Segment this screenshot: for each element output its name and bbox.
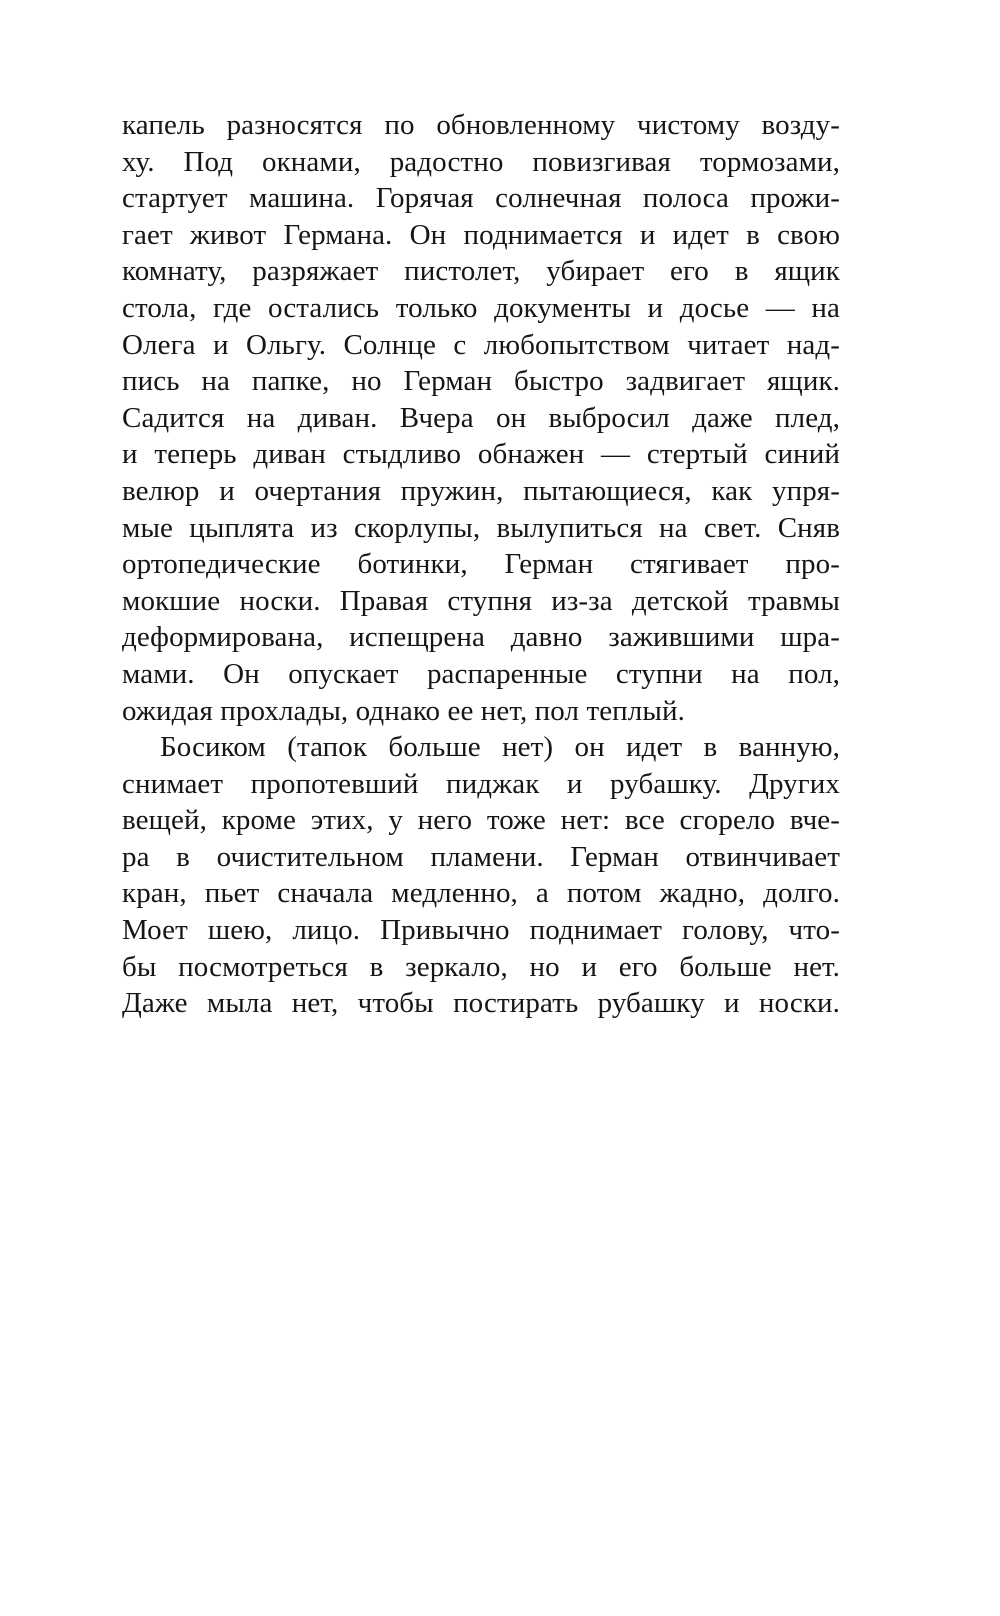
text-line: и теперь диван стыдливо обнажен — стертый синий [122, 438, 840, 471]
body-text [122, 107, 840, 1022]
text-line: Босиком (тапок больше нет) он идет в ванную, [160, 731, 840, 764]
text-line: бы посмотреться в зеркало, но и его больше нет. [122, 950, 840, 983]
text-line: Садится на диван. Вчера он выбросил даже плед, [122, 401, 840, 434]
text-line: Даже мыла нет, чтобы постирать рубашку и носки. [122, 987, 840, 1020]
text-line: велюр и очертания пружин, пытающиеся, как упря- [122, 474, 840, 507]
text-line: стартует машина. Горячая солнечная полоса прожи- [122, 182, 840, 215]
text-line: гает живот Германа. Он поднимается и идет в свою [122, 218, 840, 251]
text-line: ожидая прохлады, однако ее нет, пол теплый. [122, 694, 685, 727]
text-line: вещей, кроме этих, у него тоже нет: все сгорело вче- [122, 804, 840, 837]
text-line: стола, где остались только документы и досье — на [122, 291, 840, 324]
text-line: Олега и Ольгу. Солнце с любопытством читает над- [122, 328, 840, 361]
paragraph [122, 729, 840, 1022]
text-line: ху. Под окнами, радостно повизгивая тормозами, [122, 145, 840, 178]
text-line: пись на папке, но Герман быстро задвигает ящик. [122, 365, 840, 398]
text-line: капель разносятся по обновленному чистому возду- [122, 109, 840, 141]
text-line: мые цыплята из скорлупы, вылупиться на свет. Сняв [122, 511, 840, 544]
text-line: мами. Он опускает распаренные ступни на пол, [122, 657, 840, 690]
paragraph [122, 107, 840, 729]
text-line: ра в очистительном пламени. Герман отвинчивает [122, 840, 840, 873]
text-line: комнату, разряжает пистолет, убирает его в ящик [122, 255, 840, 288]
text-line: снимает пропотевший пиджак и рубашку. Других [122, 767, 840, 800]
text-line: кран, пьет сначала медленно, а потом жадно, долго. [122, 877, 840, 910]
text-line: ортопедические ботинки, Герман стягивает про- [122, 548, 840, 581]
text-line: Моет шею, лицо. Привычно поднимает голову, что- [122, 914, 840, 947]
text-line: мокшие носки. Правая ступня из-за детской травмы [122, 584, 840, 617]
text-line: деформирована, испещрена давно зажившими шра- [122, 621, 840, 654]
